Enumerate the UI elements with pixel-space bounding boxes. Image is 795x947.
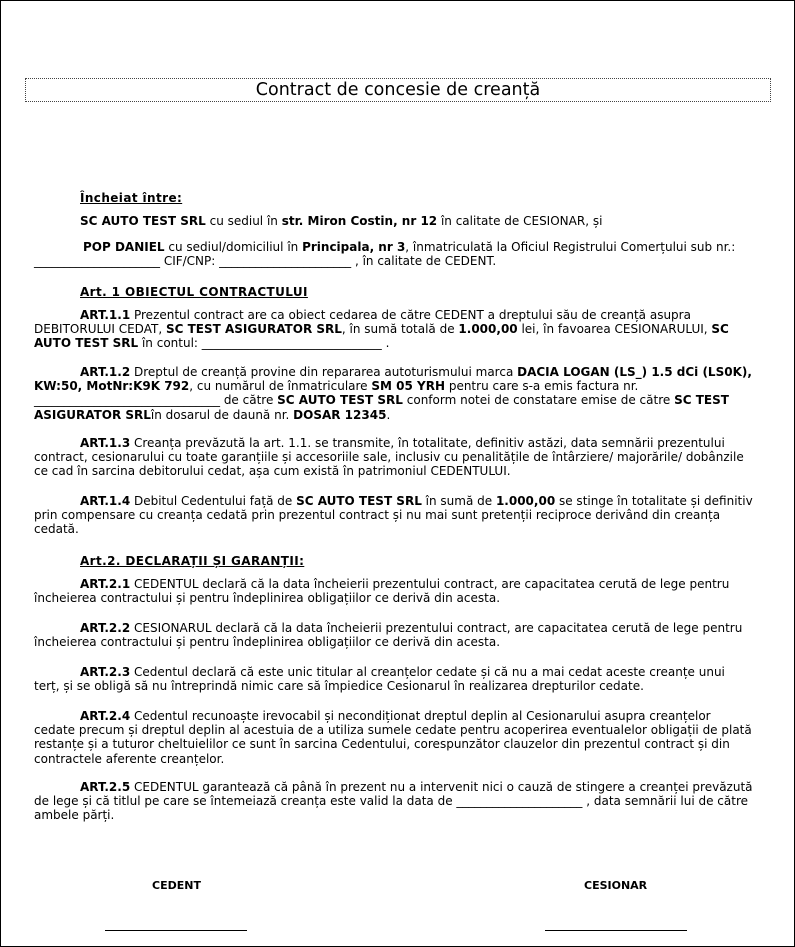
- art-1-2-text6: .: [386, 407, 391, 422]
- art-1-2-text2: , cu numărul de înmatriculare: [189, 379, 372, 394]
- art-2-5: [34, 780, 754, 823]
- art-2-4: [34, 709, 754, 766]
- art1-heading: Art. 1 OBIECTUL CONTRACTULUI: [80, 285, 308, 299]
- art-1-4-text2: în sumă de: [421, 494, 496, 508]
- art-1-2-text4: conform notei de constatare emise de către: [402, 393, 675, 408]
- art-1-4-text3: se stinge în totalitate și definitiv prin compensare cu creanța cedată prin prezentul contract și nu mai sunt pretenții reciproce derivând din creanța cedată.: [34, 494, 753, 537]
- cesionar-signature-label: CESIONAR: [584, 879, 648, 892]
- party-cesionar: [34, 214, 754, 228]
- art-1-1-text4: în contul: ______________________________ .: [138, 336, 390, 351]
- party1-role: în calitate de CESIONAR, și: [437, 214, 603, 228]
- art-1-4-text: Debitul Cedentului față de: [130, 494, 297, 508]
- art-1-3: [34, 436, 754, 479]
- party2-name: POP DANIEL: [83, 240, 165, 254]
- art-2-5-label: ART.2.5: [80, 780, 131, 794]
- party2-address: Principala, nr 3: [302, 240, 406, 254]
- art-1-4-company: SC AUTO TEST SRL: [296, 494, 422, 508]
- art-1-4-amount: 1.000,00: [495, 494, 556, 508]
- art-2-3: [34, 665, 754, 693]
- cedent-signature-line: [105, 930, 247, 931]
- art-1-2: [34, 365, 754, 422]
- art-2-2-text: CESIONARUL declară că la data încheierii prezentului contract, are capacitatea cerută de lege pentru încheierea contractului și pentru îndeplinirea obligațiilor ce derivă din acesta.: [34, 621, 743, 650]
- art-1-4-label: ART.1.4: [80, 494, 131, 508]
- art-1-3-text: Creanța prevăzută la art. 1.1. se transmite, în totalitate, definitiv astăzi, data semnării prezentului contract, cesionarului cu toate garanțiile și accesoriile sale, inclusiv cu penalitățile de întârziere/ majorările/ dobânzile ce cad în sarcina debitorului cedat, așa cum există în patrimoniul CEDENTULUI.: [34, 436, 744, 479]
- art-2-1-label: ART.2.1: [80, 577, 131, 591]
- art-2-1: [34, 577, 754, 605]
- art-1-1: [34, 308, 754, 351]
- insurer-name: SC TEST ASIGURATOR SRL: [34, 393, 729, 422]
- intro-heading-row: [34, 191, 754, 205]
- cedent-signature-label: CEDENT: [152, 879, 201, 892]
- art-1-2-text: Dreptul de creanță provine din repararea autoturismului marca: [130, 365, 518, 379]
- art-1-1-text: Prezentul contract are ca obiect cedarea de către CEDENT a dreptului său de creanță asupra DEBITORULUI CEDAT,: [34, 308, 691, 337]
- art-2-3-text: Cedentul declară că este unic titular al creanțelor cedate și că nu a mai cedat aceste creanțe unui terț, și se obligă să nu întreprindă nimic care să împiedice Cesionarul în realizarea drepturilor cedate.: [34, 665, 725, 694]
- art-1-1-label: ART.1.1: [80, 308, 131, 322]
- plate-number: SM 05 YRH: [371, 379, 446, 394]
- art1-heading-row: [34, 285, 754, 299]
- car-model: DACIA LOGAN (LS_) 1.5 dCi (LS0K), KW:50, MotNr:K9K 792: [34, 365, 752, 394]
- repair-company: SC AUTO TEST SRL: [277, 393, 403, 408]
- claim-amount: 1.000,00: [458, 322, 518, 337]
- cessionary-name: SC AUTO TEST SRL: [34, 322, 729, 351]
- art-1-4: [34, 494, 754, 537]
- document-title: Contract de concesie de creanță: [25, 78, 771, 102]
- party-cedent: [34, 240, 754, 268]
- art-2-4-text: Cedentul recunoaște irevocabil și necondiționat dreptul deplin al Cesionarului asupra creanțelor cedate precum și dreptul deplin al acestuia de a utiliza sumele cedate pentru acoperirea eventualelor obligații de plată restanțe și a tuturor cheltuielilor ce sunt în sarcina Cedentului, corespunzător clauzelor din prezentul contract și din contractele aferente creanțelor.: [34, 709, 752, 766]
- cesionar-signature-line: [545, 930, 687, 931]
- art-1-1-text2: , în sumă totală de: [341, 322, 459, 337]
- art-2-3-label: ART.2.3: [80, 665, 131, 679]
- art-2-1-text: CEDENTUL declară că la data încheierii prezentului contract, are capacitatea cerută de lege pentru încheierea contractului și pentru îndeplinirea obligațiilor ce derivă din acesta.: [34, 577, 730, 606]
- party1-name: SC AUTO TEST SRL: [80, 214, 206, 228]
- party1-text: cu sediul în: [205, 214, 282, 228]
- art-1-3-label: ART.1.3: [80, 436, 131, 450]
- art-1-1-text3: lei, în favoarea CESIONARULUI,: [517, 322, 712, 337]
- art-2-2-label: ART.2.2: [80, 621, 131, 635]
- party2-registry: , înmatriculată la Oficiul Registrului Comerțului sub nr.:: [405, 240, 736, 254]
- party2-cif-line: _____________________ CIF/CNP: ______________________ , în calitate de CEDENT.: [34, 254, 497, 269]
- art-2-2: [34, 621, 754, 649]
- debtor-name: SC TEST ASIGURATOR SRL: [165, 322, 342, 337]
- art-2-4-label: ART.2.4: [80, 709, 131, 723]
- art-1-2-text5: în dosarul de daună nr.: [150, 407, 294, 422]
- art-1-2-text3: pentru care s-a emis factura nr. _______________________________ de către: [34, 379, 639, 408]
- art2-heading: Art.2. DECLARAȚII ȘI GARANȚII:: [80, 554, 305, 568]
- party1-address: str. Miron Costin, nr 12: [281, 214, 438, 228]
- art-2-5-text: CEDENTUL garantează că până în prezent nu a intervenit nici o cauză de stingere a creanței prevăzută de lege și că titlul pe care se întemeiază creanța este valid la data de _____________________ , data semnării lui de către ambele părți.: [34, 780, 753, 823]
- intro-heading: Încheiat între:: [80, 191, 183, 205]
- art2-heading-row: [34, 554, 754, 568]
- party2-text: cu sediul/domiciliul în: [164, 240, 303, 254]
- art-1-2-label: ART.1.2: [80, 365, 131, 379]
- claim-file: DOSAR 12345: [293, 407, 387, 422]
